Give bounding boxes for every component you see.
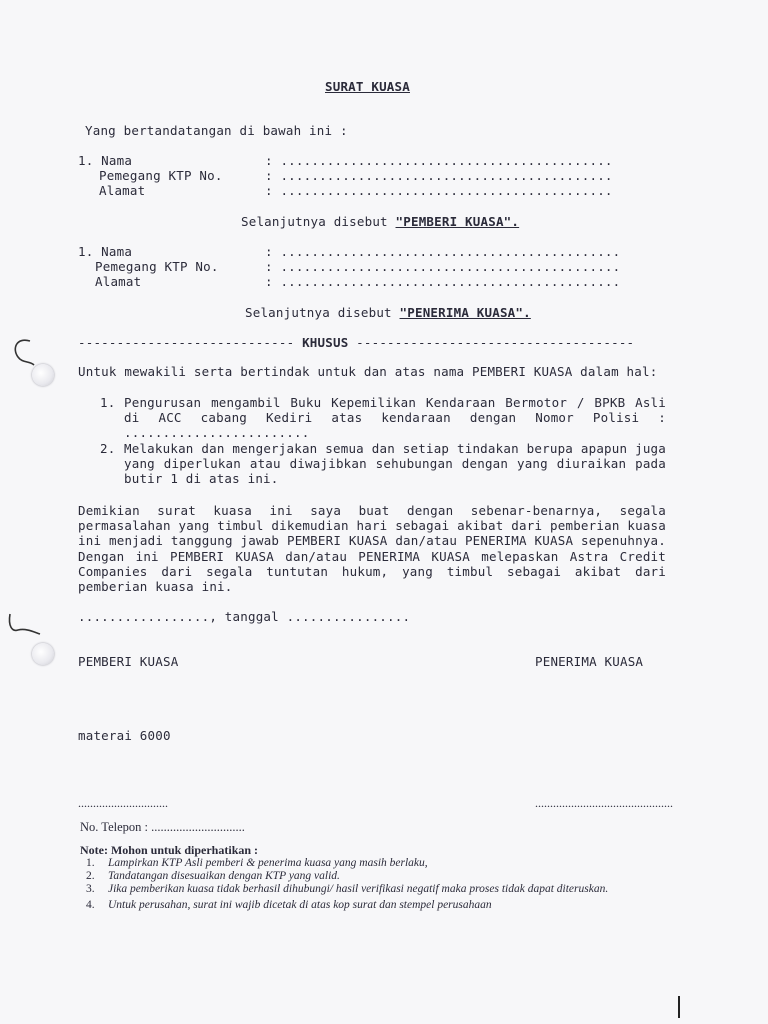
grantee-name-field: : ............................................ xyxy=(265,244,621,259)
grantor-name-field: : ........................................... xyxy=(265,153,613,168)
punch-hole xyxy=(32,643,54,665)
signer-right-label: PENERIMA KUASA xyxy=(535,654,644,669)
list-item-text: Pengurusan mengambil Buku Kepemilikan Kendaraan Bermotor / BPKB Asli di ACC cabang Kediri atas kendaraan dengan Nomor Polisi : ........................ xyxy=(124,395,666,441)
grantor-reference xyxy=(241,214,519,229)
closing-paragraph: Demikian surat kuasa ini saya buat dengan sebenar-benarnya, segala permasalahan yang timbul dikemudian hari sebagai akibat dari pemberian kuasa ini menjadi tanggung jawab PEMBERI KUASA dan/atau PENERIMA KUASA sepenuhnya. Dengan ini PEMBERI KUASA dan/atau PENERIMA KUASA melepaskan Astra Credit Companies dari segala tuntutan hukum, yang timbul sebagai akibat dari pemberian kuasa ini. xyxy=(78,503,666,595)
signature-line-right: .............................................. xyxy=(535,796,673,810)
note-text: Lampirkan KTP Asli pemberi & penerima kuasa yang masih berlaku, xyxy=(108,857,428,869)
place-date-line: ................., tanggal ................ xyxy=(78,609,411,624)
page-title: SURAT KUASA xyxy=(325,79,410,94)
list-item xyxy=(100,441,666,487)
notes-list xyxy=(86,857,676,912)
purpose-intro: Untuk mewakili serta bertindak untuk dan atas nama PEMBERI KUASA dalam hal: xyxy=(78,364,658,379)
signature-line-left: .............................. xyxy=(78,796,168,810)
grantor-ktp-label: Pemegang KTP No. xyxy=(99,168,223,183)
list-item-number: 1. xyxy=(100,395,116,410)
grantee-ktp-field: : ............................................ xyxy=(265,259,621,274)
scan-mark xyxy=(676,996,682,1020)
list-item xyxy=(86,870,676,883)
grantor-address-label: Alamat xyxy=(99,183,146,198)
list-item-number: 2. xyxy=(100,440,116,456)
section-line-right: ------------------------------------ xyxy=(356,335,635,350)
note-text: Tandatangan disesuaikan dengan KTP yang valid. xyxy=(108,870,340,882)
intro-text: Yang bertandatangan di bawah ini : xyxy=(85,123,348,138)
stamp-note: materai 6000 xyxy=(78,728,171,743)
grantor-reference-prefix: Selanjutnya disebut xyxy=(241,214,396,229)
section-line-left: ---------------------------- xyxy=(78,335,295,350)
list-item xyxy=(86,899,676,912)
list-item xyxy=(86,883,676,896)
grantee-reference-term: "PENERIMA KUASA". xyxy=(399,305,531,320)
pen-mark xyxy=(4,612,44,642)
grantor-name-label: 1. Nama xyxy=(78,153,133,168)
note-number: 1. xyxy=(86,857,95,869)
grantee-reference xyxy=(245,305,531,320)
grantee-ktp-label: Pemegang KTP No. xyxy=(95,259,219,274)
list-item-text: Melakukan dan mengerjakan semua dan setiap tindakan berupa apapun juga yang diperlukan atau diwajibkan sehubungan dengan yang diuraikan pada butir 1 di atas ini. xyxy=(124,440,666,487)
note-number: 3. xyxy=(86,883,95,895)
grantee-address-field: : ............................................ xyxy=(265,274,621,289)
phone-line: No. Telepon : .............................. xyxy=(80,820,245,834)
section-title: KHUSUS xyxy=(302,335,349,350)
list-item xyxy=(86,857,676,870)
grantor-address-field: : ........................................... xyxy=(265,183,613,198)
pen-mark xyxy=(8,335,38,371)
section-header xyxy=(78,335,634,350)
note-text: Jika pemberikan kuasa tidak berhasil dihubungi/ hasil verifikasi negatif maka proses tidak dapat diteruskan. xyxy=(108,883,609,895)
note-number: 4. xyxy=(86,899,95,911)
purpose-list xyxy=(100,395,666,486)
list-item xyxy=(100,395,666,441)
grantor-reference-term: "PEMBERI KUASA". xyxy=(395,214,520,229)
grantee-address-label: Alamat xyxy=(95,274,142,289)
grantee-name-label: 1. Nama xyxy=(78,244,133,259)
note-number: 2. xyxy=(86,870,95,882)
note-text: Untuk perusahan, surat ini wajib dicetak di atas kop surat dan stempel perusahaan xyxy=(108,899,492,911)
signer-left-label: PEMBERI KUASA xyxy=(78,654,179,669)
notes-title: Note: Mohon untuk diperhatikan : xyxy=(80,843,259,857)
grantor-ktp-field: : ........................................... xyxy=(265,168,613,183)
grantee-reference-prefix: Selanjutnya disebut xyxy=(245,305,400,320)
